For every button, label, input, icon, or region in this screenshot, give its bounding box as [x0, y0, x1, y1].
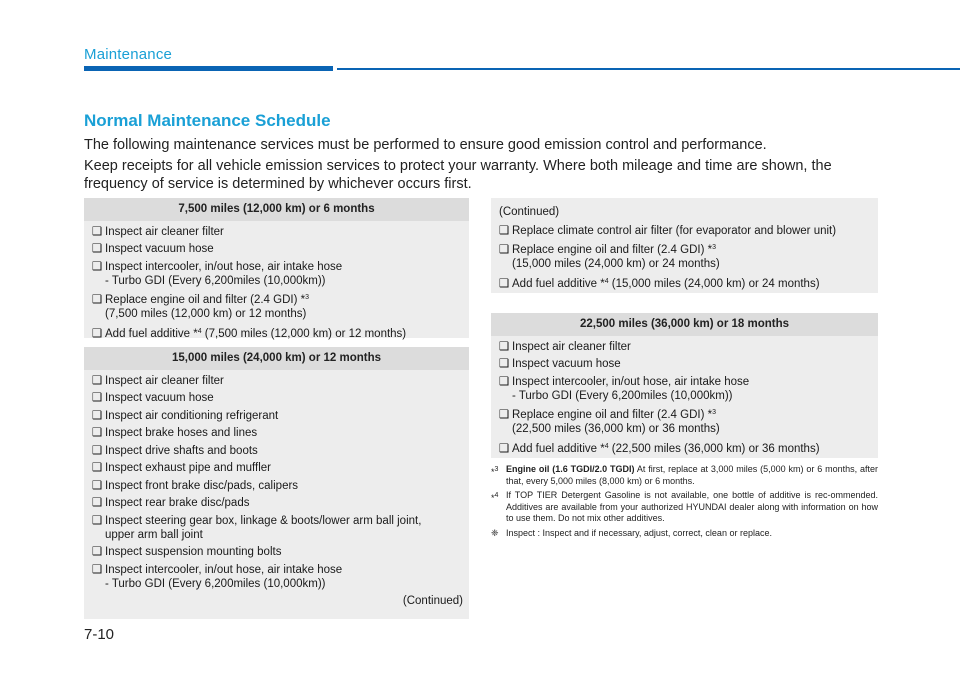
checklist-item — [499, 241, 870, 271]
item-subtext: (22,500 miles (36,000 km) or 36 months) — [512, 423, 720, 435]
footnote-text: If TOP TIER Detergent Gasoline is not available, one bottle of additive is rec-ommended. Additives are available from your authorized HYUNDAI dealer along with information on how to use them. Do not mix other additives. — [506, 490, 878, 523]
checklist-item — [92, 426, 461, 440]
item-text: Replace engine oil and filter (2.4 GDI) * — [512, 409, 713, 421]
checkbox-icon: ❑ — [499, 358, 510, 370]
header-rule-thin — [337, 68, 960, 70]
checkbox-icon: ❑ — [499, 340, 510, 353]
continued-label: (Continued) — [402, 594, 463, 607]
item-list — [491, 224, 878, 291]
item-text: Inspect vacuum hose — [105, 243, 214, 255]
checkbox-icon: ❑ — [92, 462, 103, 474]
checkbox-icon: ❑ — [92, 546, 103, 558]
inspect-note — [491, 528, 878, 540]
footnotes — [491, 464, 878, 542]
page-title: Normal Maintenance Schedule — [84, 111, 331, 130]
item-subtext: (15,000 miles (24,000 km) or 24 months) — [512, 258, 720, 270]
item-subtext: upper arm ball joint — [105, 528, 203, 541]
item-text: Inspect vacuum hose — [105, 392, 214, 404]
checklist-item — [499, 406, 870, 436]
checkbox-icon: ❑ — [499, 224, 510, 237]
item-text: Replace climate control air filter (for evaporator and blower unit) — [512, 224, 837, 237]
schedule-box-15000-continued — [491, 198, 878, 293]
item-text: Inspect air cleaner filter — [105, 225, 224, 238]
checkbox-icon: ❑ — [92, 427, 103, 439]
box-heading: 22,500 miles (36,000 km) or 18 months — [491, 313, 878, 336]
checklist-item — [92, 374, 461, 388]
item-text: Inspect intercooler, in/out hose, air intake hose — [105, 563, 343, 576]
checklist-item — [92, 325, 461, 341]
checklist-item — [92, 444, 461, 458]
checklist-item — [499, 275, 870, 291]
item-interval: (7,500 miles (12,000 km) or 12 months) — [201, 327, 407, 340]
item-text: Inspect intercooler, in/out hose, air intake hose — [105, 260, 343, 273]
footnote-text: At first, replace at 3,000 miles (5,000 km) or 6 months, after that, every 5,000 miles (8,000 km) or 6 months. — [506, 464, 878, 486]
checkbox-icon: ❑ — [92, 497, 103, 509]
item-text: Inspect drive shafts and boots — [105, 444, 258, 457]
checklist-item — [92, 291, 461, 321]
item-text: Inspect brake hoses and lines — [105, 427, 258, 439]
item-text: Replace engine oil and filter (2.4 GDI) * — [105, 294, 306, 306]
checkbox-icon: ❑ — [92, 327, 103, 340]
item-subtext: (7,500 miles (12,000 km) or 12 months) — [105, 308, 307, 320]
checklist-item — [499, 375, 870, 403]
checkbox-icon: ❑ — [92, 514, 103, 527]
checklist-item — [499, 440, 870, 456]
checklist-item — [92, 260, 461, 288]
checklist-item — [92, 409, 461, 423]
checkbox-icon: ❑ — [92, 294, 103, 306]
header-rule-thick — [84, 66, 333, 71]
section-label: Maintenance — [84, 46, 173, 63]
footnote-ref: 4 — [604, 277, 609, 285]
footnote-4 — [491, 490, 878, 525]
footnote-ref: 3 — [712, 409, 716, 416]
checklist-item — [92, 225, 461, 239]
item-text: Inspect vacuum hose — [512, 358, 621, 370]
item-text: Add fuel additive * — [512, 277, 605, 290]
item-text: Replace engine oil and filter (2.4 GDI) * — [512, 244, 713, 256]
item-text: Inspect steering gear box, linkage & boots/lower arm ball joint, — [105, 514, 422, 527]
item-list — [84, 225, 469, 341]
item-text: Inspect front brake disc/pads, calipers — [105, 479, 299, 492]
checkbox-icon: ❑ — [92, 243, 103, 255]
checklist-item — [92, 461, 461, 475]
checklist-item — [92, 514, 461, 542]
footnote-3 — [491, 464, 878, 487]
checklist-item — [92, 496, 461, 510]
page-number: 7-10 — [84, 626, 115, 643]
footnote-ref: 4 — [197, 327, 202, 335]
item-interval: (22,500 miles (36,000 km) or 36 months) — [608, 442, 820, 455]
item-text: Inspect air conditioning refrigerant — [105, 409, 279, 422]
item-text: Add fuel additive * — [512, 442, 605, 455]
footnote-mark: *$^3$ — [491, 466, 499, 477]
checkbox-icon: ❑ — [92, 225, 103, 238]
checkbox-icon: ❑ — [92, 444, 103, 457]
schedule-box-22500 — [491, 313, 878, 458]
item-text: Inspect rear brake disc/pads — [105, 497, 250, 509]
note-mark: ❈ — [491, 527, 499, 538]
item-list — [491, 340, 878, 456]
checkbox-icon: ❑ — [499, 277, 510, 290]
checkbox-icon: ❑ — [92, 563, 103, 576]
checklist-item — [499, 340, 870, 354]
item-subtext: - Turbo GDI (Every 6,200miles (10,000km)) — [512, 389, 733, 402]
box-heading: 15,000 miles (24,000 km) or 12 months — [84, 347, 469, 370]
checkbox-icon: ❑ — [499, 244, 510, 256]
checkbox-icon: ❑ — [499, 409, 510, 421]
checklist-item — [92, 545, 461, 559]
continued-label: (Continued) — [499, 206, 560, 218]
item-text: Inspect air cleaner filter — [105, 374, 224, 387]
footnote-bold: Engine oil (1.6 TGDI/2.0 TGDI) — [506, 464, 635, 474]
checkbox-icon: ❑ — [92, 479, 103, 492]
checkbox-icon: ❑ — [92, 260, 103, 273]
schedule-box-7500 — [84, 198, 469, 338]
checkbox-icon: ❑ — [499, 375, 510, 388]
item-interval: (15,000 miles (24,000 km) or 24 months) — [608, 277, 820, 290]
item-text: Inspect air cleaner filter — [512, 340, 631, 353]
schedule-box-15000 — [84, 347, 469, 619]
checklist-item — [92, 479, 461, 493]
footnote-ref: 3 — [712, 244, 716, 251]
item-text: Inspect exhaust pipe and muffler — [105, 462, 272, 474]
checkbox-icon: ❑ — [92, 409, 103, 422]
item-list — [84, 374, 469, 591]
item-text: Inspect intercooler, in/out hose, air intake hose — [512, 375, 750, 388]
checkbox-icon: ❑ — [92, 374, 103, 387]
checklist-item — [499, 224, 870, 238]
checklist-item — [499, 357, 870, 371]
intro-paragraph-2: Keep receipts for all vehicle emission services to protect your warranty. Where both mileage and time are shown, the frequency of service is determined by whichever occurs first. — [84, 158, 832, 192]
item-subtext: - Turbo GDI (Every 6,200miles (10,000km)) — [105, 274, 326, 287]
checkbox-icon: ❑ — [92, 392, 103, 404]
footnote-ref: 3 — [305, 294, 309, 301]
checklist-item — [92, 391, 461, 405]
item-text: Add fuel additive * — [105, 327, 198, 340]
checklist-item — [92, 563, 461, 591]
intro-paragraph-1: The following maintenance services must be performed to ensure good emission control and performance. — [84, 137, 767, 153]
footnote-ref: 4 — [604, 442, 609, 450]
note-text: Inspect : Inspect and if necessary, adjust, correct, clean or replace. — [506, 527, 772, 538]
footnote-mark: *$^4$ — [491, 492, 499, 503]
item-text: Inspect suspension mounting bolts — [105, 546, 282, 558]
box-heading: 7,500 miles (12,000 km) or 6 months — [84, 198, 469, 221]
checklist-item — [92, 242, 461, 256]
checkbox-icon: ❑ — [499, 442, 510, 455]
item-subtext: - Turbo GDI (Every 6,200miles (10,000km)) — [105, 577, 326, 590]
